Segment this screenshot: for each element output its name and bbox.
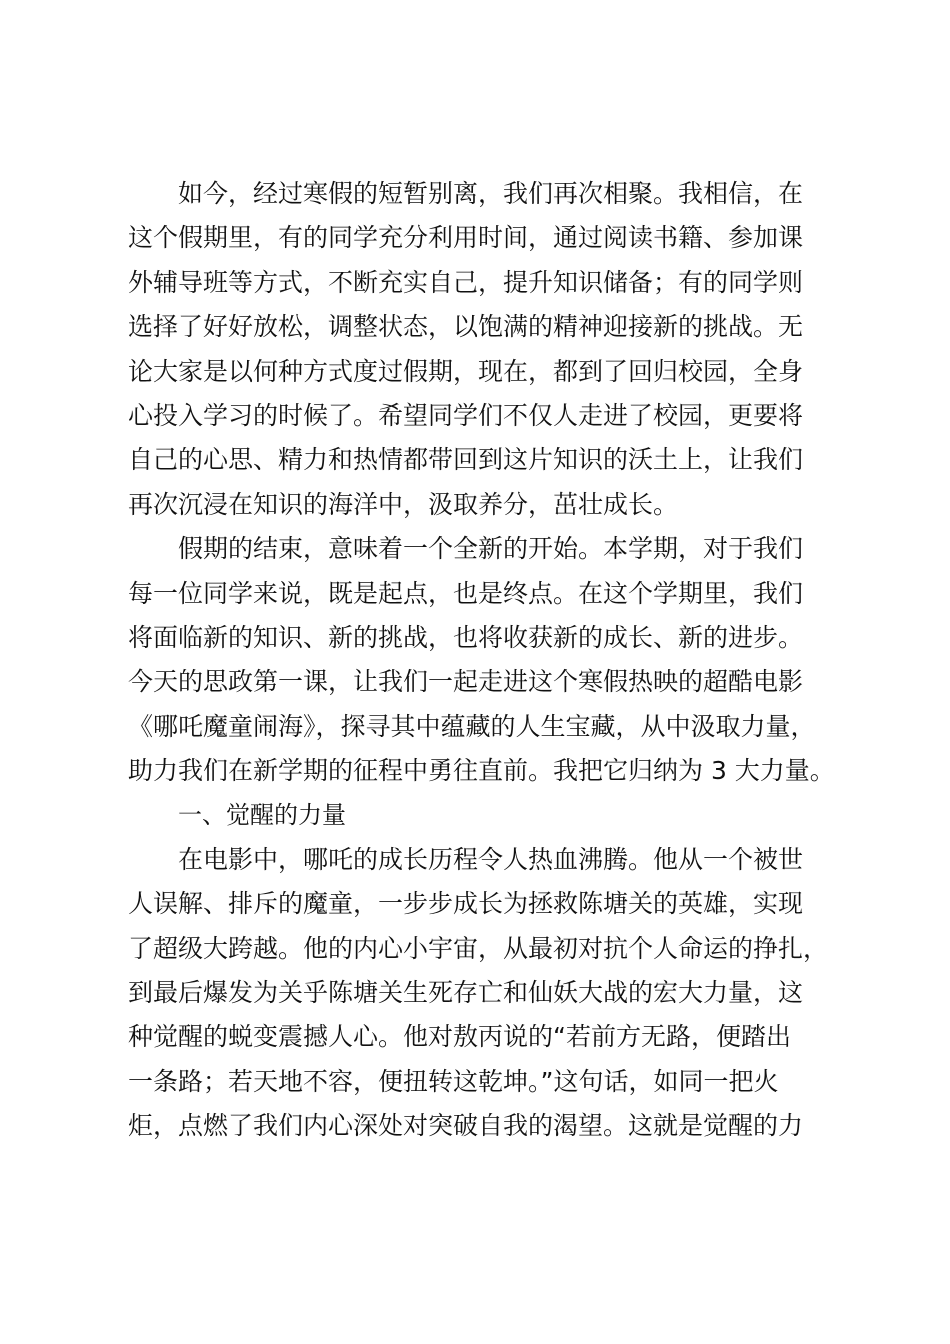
paragraph-line: 了超级大跨越。他的内心小宇宙，从最初对抗个人命运的挣扎， xyxy=(128,933,829,963)
paragraph-line: 这个假期里，有的同学充分利用时间，通过阅读书籍、参加课 xyxy=(128,223,804,253)
paragraph-line: 假期的结束，意味着一个全新的开始。本学期，对于我们 xyxy=(178,534,804,564)
paragraph-line: 种觉醒的蜕变震撼人心。他对敖丙说的“若前方无路，便踏出 xyxy=(128,1022,791,1052)
paragraph-line: 人误解、排斥的魔童，一步步成长为拯救陈塘关的英雄，实现 xyxy=(128,889,804,919)
paragraph-line: 自己的心思、精力和热情都带回到这片知识的沃土上，让我们 xyxy=(128,445,804,475)
paragraph-line: 一条路；若天地不容，便扭转这乾坤。”这句话，如同一把火 xyxy=(128,1066,779,1096)
paragraph-line: 炬，点燃了我们内心深处对突破自我的渴望。这就是觉醒的力 xyxy=(128,1111,804,1141)
section-heading: 一、觉醒的力量 xyxy=(178,801,346,830)
paragraph-line: 如今，经过寒假的短暂别离，我们再次相聚。我相信，在 xyxy=(178,179,804,208)
paragraph-line: 助力我们在新学期的征程中勇往直前。我把它归纳为 3 大力量。 xyxy=(128,756,835,786)
paragraph-line: 在电影中，哪吒的成长历程令人热血沸腾。他从一个被世 xyxy=(178,844,804,874)
paragraph-line: 《哪吒魔童闹海》，探寻其中蕴藏的人生宝藏，从中汲取力量， xyxy=(128,711,816,741)
paragraph-line: 今天的思政第一课，让我们一起走进这个寒假热映的超酷电影 xyxy=(128,667,804,697)
paragraph-line: 外辅导班等方式，不断充实自己，提升知识储备；有的同学则 xyxy=(128,267,804,297)
paragraph-line: 每一位同学来说，既是起点，也是终点。在这个学期里，我们 xyxy=(128,578,804,608)
paragraph-line: 到最后爆发为关乎陈塘关生死存亡和仙妖大战的宏大力量，这 xyxy=(128,978,804,1008)
paragraph-line: 论大家是以何种方式度过假期，现在，都到了回归校园，全身 xyxy=(128,356,804,386)
paragraph-line: 心投入学习的时候了。希望同学们不仅人走进了校园，更要将 xyxy=(128,400,804,430)
paragraph-line: 选择了好好放松，调整状态，以饱满的精神迎接新的挑战。无 xyxy=(128,312,804,342)
document-body xyxy=(128,172,858,1149)
paragraph-line: 将面临新的知识、新的挑战，也将收获新的成长、新的进步。 xyxy=(128,622,804,652)
paragraph-line: 再次沉浸在知识的海洋中，汲取养分，茁壮成长。 xyxy=(128,489,679,519)
